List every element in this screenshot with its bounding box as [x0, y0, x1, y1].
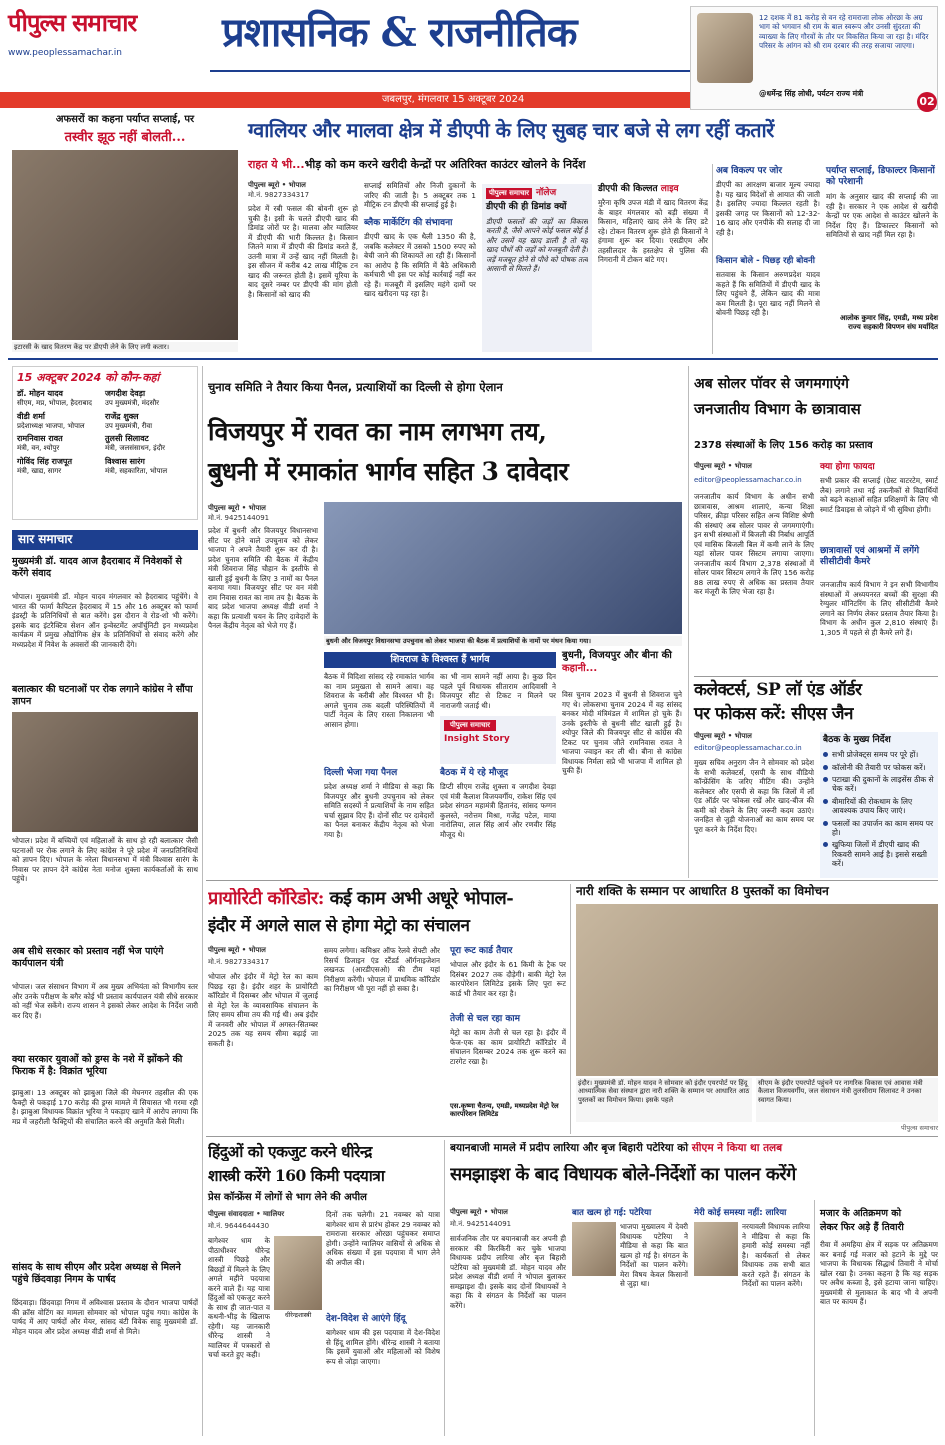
lead-col1: प्रदेश में रबी फसल की बोवनी शुरू हो चुकी है। इसी के चलते डीएपी खाद की डिमांड जोरों पर है। मालवा और ग्वालियर में डीएपी की भारी किल्लत है। किसान जितने मात्रा में डीएपी की डिमांड करते हैं, उतनी मात्रा में उन्हें खाद नहीं मिलती है। इस सीजन में करीब 42 लाख मीट्रिक टन खाद की जरूरत होती है। इसमें यूरिया के बाद दूसरे नम्बर पर डीएपी की मांग होती है। किसानों को खाद की: [248, 204, 358, 299]
lariya-kicker: [450, 1142, 938, 1155]
person-name: जगदीश देवड़ा: [105, 388, 146, 398]
sar-head-3: अब सीधे सरकार को प्रस्ताव नहीं भेज पाएंगे कार्यपालन यंत्री: [12, 946, 164, 969]
lariya-photo: [694, 1222, 738, 1276]
side3-head: पर्याप्त सप्लाई, डिफाल्टर किसानों को परेशानी: [826, 166, 935, 188]
sar-head-5: सांसद के साथ सीएम और प्रदेश अध्यक्ष से मिलने पहुंचे छिंदवाड़ा निगम के पार्षद: [12, 1262, 181, 1285]
metro-col2: समय लगेगा। कमिश्नर ऑफ रेलवे सेफ्टी और रिसर्च डिजाइन एंड स्टैंडर्ड ऑर्गनाइजेशन लखनऊ (आरडीएसओ) की टीम यहां निरीक्षण करेंगी। भोपाल में प्राथमिक कॉरिडोर का निरीक्षण भी पूरा नहीं हो सका है।: [324, 946, 440, 993]
person-role: उप मुख्यमंत्री, मंदसौर: [105, 398, 160, 407]
calendar-entry: [105, 434, 193, 453]
shortage-text: मुरैना कृषि उपज मंडी में खाद वितरण केंद्र के बाहर मंगलवार को बड़ी संख्या में किसान, महिलाएं खाद लेने के लिए डटे रहे। टोकन वितरण शुरू होते ही किसानों ने हंगामा शुरू कर दिया। एसडीएम और तहसीलदार के हस्तक्षेप से पुलिस की निगरानी में टोकन बांटे गए।: [598, 198, 708, 264]
shivraj-head: शिवराज के विश्वस्त हैं भार्गव: [324, 652, 556, 668]
vijaypur-headline-1: विजयपुर में रावत का नाम लगभग तय,: [208, 417, 547, 446]
knowledge-box: [482, 184, 592, 352]
shastri-mobile: मो.नं. 9644644430: [208, 1222, 270, 1230]
shastri-headline-1: हिंदुओं को एकजुट करने धीरेन्द्र: [208, 1142, 372, 1161]
dateline: जबलपुर, मंगलवार 15 अक्टूबर 2024: [382, 94, 525, 105]
books-headline: नारी शक्ति के सम्मान पर आधारित 8 पुस्तकों का विमोचन: [576, 884, 829, 898]
bullet-icon: [823, 777, 828, 782]
quote-box: [690, 6, 938, 110]
person-role: मंत्री, सहकारिता, भोपाल: [105, 467, 168, 475]
pateriya-photo: [572, 1222, 616, 1276]
bullet-icon: [823, 799, 828, 804]
point-text: सभी प्रोजेक्ट्स समय पर पूरे हों।: [832, 750, 919, 760]
person-role: प्रदेशाध्यक्ष भाजपा, भोपाल: [17, 421, 85, 430]
shortage-head-wrap: [598, 184, 708, 195]
metro-fast-text: मेट्रो का काम तेजी से चल रहा है। इंदौर में फेज-एक का काम प्रायोरिटी कॉरिडोर में संचालन दिसम्बर 2024 तक शुरू करने का टारगेट रखा है।: [450, 1028, 566, 1066]
column-divider: [444, 1140, 445, 1436]
person-role: मंत्री, वन, श्योपुर: [17, 444, 60, 453]
side2-text: सतवास के किसान अरुणप्रदेश यादव कहते हैं कि समितियों में डीएपी खाद के लिए पहुंचने हैं, लेकिन खाद की मात्रा कम मिलती है। पूरा खाद नहीं मिलने से बोवनी पिछड़ रही है।: [716, 270, 820, 317]
list-item: [823, 775, 935, 794]
person-name: राजेंद्र शुक्ल: [105, 411, 139, 421]
masthead-rule: [210, 70, 690, 72]
rule: [206, 1136, 938, 1137]
black-marketing-head: ब्लैक मार्केटिंग की संभावना: [364, 218, 453, 228]
lariya-q-head: मेरी कोई समस्या नहीं: लारिया: [694, 1208, 787, 1218]
metro-right-text: भोपाल और इंदौर के 61 किमी के ट्रैक पर दिसंबर 2027 तक दौड़ेगी। बाकी मेट्रो रेल कारपोरेशन लिमिटेड इसके लिए पूरा रूट कार्ड भी तैयार कर रहा है।: [450, 960, 566, 998]
lead-sub: भीड़ को कम करने खरीदी केन्द्रों पर अतिरिक्त काउंटर खोलने के निर्देश: [304, 158, 586, 171]
kahani-head: बुधनी, विजयपुर और बीना की: [562, 650, 672, 661]
solar-col1: जनजातीय कार्य विभाग के अधीन सभी छात्रावास, आश्रम शालाएं, कन्या शिक्षा परिसर, क्रीड़ा परिसर सहित अन्य विशिष्ट श्रेणी की संस्थाएं अब सोलर पावर से जगमगाएंगी। इन सभी संस्थाओं में बिजली की निर्बाध आपूर्ति एवं मासिक बिजली बिल में कमी लाने के लिए यहां सोलर पावर सिस्टम लगाया जाएगा। जनजातीय कार्य विभाग 2,378 संस्थाओं में सोलर पावर सिस्टम लगाने के लिए 156 करोड़ 88 लाख रुपए से अधिक का प्रस्ताव तैयार कर मंजूरी के लिए भेजा रहा है।: [694, 492, 814, 596]
vijaypur-col2: बैठक में विदिशा सांसद रहे रमाकांत भार्गव का नाम प्रमुखता से सामने आया। वह शिवराज के करीबी और विश्वस्त भी हैं। अगले चुनाव तक बदली परिस्थितियों में पार्टी नेतृत्व के लिए रास्ता निकालना भी आसान होगा।: [324, 672, 434, 729]
meeting-head: बैठक में ये रहे मौजूद: [440, 768, 509, 778]
delhi-head: दिल्ली भेजा गया पैनल: [324, 768, 398, 778]
person-role: मंत्री, खाद्य, सागर: [17, 467, 62, 475]
list-item: [823, 840, 935, 868]
pateriya-text: भाजपा मुख्यालय में देवरी विधायक पटेरिया ने मीडिया से कहा कि बात खत्म हो गई है। संगठन के निर्देशों का पालन करेंगे। मेरा विषय केवल किसानों से जुड़ा था।: [620, 1222, 688, 1288]
person-role: मंत्री, जलसंसाधन, इंदौर: [105, 444, 166, 453]
bullet-icon: [823, 752, 828, 757]
knowledge-text: डीएपी फसलों की जड़ों का विकास करती है, जैसे आपने कोई फसल बोई है और उसमें यह खाद डाली है तो यह खाद पौधों की जड़ों को मजबूती देती है। जड़ें मजबूत होने से पौधे को पोषक तत्व आसानी से मिलते हैं।: [486, 216, 588, 273]
metro-headline-2: इंदौर में अगले साल से होगा मेट्रो का संचालन: [208, 916, 470, 936]
person-role: सीएम, मप्र, भोपाल, हैदराबाद: [17, 398, 93, 407]
calendar-title: 15 अक्टूबर 2024 को कौन-कहां: [17, 371, 160, 384]
shastri-sub: प्रेस कॉन्फ्रेंस में लोगों से भाग लेने की अपील: [208, 1192, 367, 1203]
sar-text-3: भोपाल। जल संसाधन विभाग में अब मुख्य अभियंता को विभागीय स्तर और उनके परीक्षण के बगैर कोई भी प्रस्ताव कार्यपालन यंत्री सीधे सरकार को नहीं भेज सकेंगे। राज्य शासन ने इसको लेकर आदेश के निर्देश जारी कर दिए हैं।: [12, 982, 198, 1020]
lead-headline: ग्वालियर और मालवा क्षेत्र में डीएपी के लिए सुबह चार बजे से लग रहीं कतारें: [248, 118, 774, 142]
calendar-entry: [105, 457, 193, 476]
vijaypur-byline: पीपुल्स ब्यूरो • भोपाल: [208, 504, 266, 512]
metro-kicker: प्रायोरिटी कॉरिडोर:: [208, 888, 324, 909]
person-name: तुलसी सिलावट: [105, 434, 149, 444]
lead-kicker: अफसरों का कहना पर्याप्त सप्लाई, पर: [55, 114, 195, 125]
pateriya-head: बात खत्म हो गई: पटेरिया: [572, 1208, 652, 1218]
column-divider: [688, 366, 689, 878]
knowledge-brand: पीपुल्स समाचार: [486, 188, 532, 199]
calendar-box: [12, 366, 198, 520]
solar-byline: पीपुल्स ब्यूरो • भोपाल: [694, 462, 752, 470]
sar-title: सार समाचार: [12, 530, 198, 550]
vijaypur-col1-top: प्रदेश में बुधनी और विजयपुर विधानसभा सीट पर होने वाले उपचुनाव को लेकर भाजपा ने अपने तैयारी शुरू कर दी है। प्रदेश चुनाव समिति की बैठक में केंद्रीय मंत्री शिवराज सिंह चौहान के इस्तीफे से खाली हुई बुधनी के लिए 3 नामों का पैनल बनाया गया। विजयपुर सीट पर वन मंत्री राम निवास रावत का नाम तय है। बैठक के बाद प्रदेश भाजपा अध्यक्ष वीडी शर्मा ने कहा कि प्रत्याशी चयन के लिए दावेदारों के पैनल केंद्रीय नेतृत्व को भेजे गए हैं।: [208, 526, 318, 630]
quote-author: @धर्मेन्द्र सिंह लोधी, पर्यटन राज्य मंत्री: [759, 89, 864, 98]
bullet-icon: [823, 765, 828, 770]
point-text: खुफिया जिलों में डीएपी खाद की रिकवरी सामने आई है। इससे सख्ती करें।: [832, 840, 928, 868]
kahani-text: विस चुनाव 2023 में बुधनी से शिवराज चुने गए थे। लोकसभा चुनाव 2024 में वह सांसद बनकर मोदी मंत्रिमंडल में शामिल हो चुके हैं। उनके इस्तीफे से बुधनी सीट खाली हुई है। श्योपुर जिले की विजयपुर सीट से कांग्रेस की टिकट पर चुनाव जीते रामनिवास रावत ने भाजपा ज्वाइन कर ली थी। बीना से कांग्रेस विधायक निर्मला सप्रे भी भाजपा में शामिल हो चुकी हैं।: [562, 690, 682, 775]
solar-benefit-head: क्या होगा फायदा: [820, 462, 875, 472]
solar-sub: 2378 संस्थाओं के लिए 156 करोड़ का प्रस्ताव: [694, 440, 873, 451]
lariya-headline: समझाइश के बाद विधायक बोले-निर्देशों का पालन करेंगे: [450, 1164, 796, 1185]
vijaypur-headline-2: बुधनी में रमाकांत भार्गव सहित 3 दावेदार: [208, 457, 569, 486]
shortage-live: लाइव: [660, 184, 679, 194]
divider: [712, 164, 713, 354]
section-rule: [8, 358, 938, 360]
lariya-mobile: मो.नं. 9425144091: [450, 1220, 512, 1228]
side2-head: किसान बोले - पिछड़ रही बोवनी: [716, 256, 815, 266]
solar-benefit-text: सभी प्रकार की सप्लाई (ग्रेस्ट वाटरटेम, स्मार्ट लैब) लगाने तथा नई तकनीकों से विद्यार्थियों को बढ़ने कक्षाओं सहित प्रशिक्षणों के लिए भी स्मार्ट डिवाइस से जोड़ने में भी सुविधा होगी।: [820, 476, 938, 514]
minister-photo: [697, 13, 753, 83]
vijaypur-kicker: चुनाव समिति ने तैयार किया पैनल, प्रत्याशियों का दिल्ली से होगा ऐलान: [208, 380, 503, 394]
bjp-meeting-photo: [324, 502, 682, 634]
metro-headline-1: कई काम अभी अधूरे भोपाल-: [329, 888, 514, 909]
column-divider: [814, 1200, 815, 1436]
collector-box-head: बैठक के मुख्य निर्देश: [823, 735, 891, 745]
cctv-text: जनजातीय कार्य विभाग ने इन सभी विभागीय संस्थाओं में अध्ययनरत बच्चों की सुरक्षा की रेग्युलर मॉनिटरिंग के लिए सीसीटीवी कैमरे लगाने का निर्णय लेकर प्रस्ताव तैयार किया है। विभाग के अधीन कुल 2,810 संस्थाएं हैं। 1,305 में पहले से ही कैमरे लगे हैं।: [820, 580, 938, 637]
list-item: [823, 750, 935, 759]
list-item: [823, 763, 935, 772]
lariya-kicker-red: सीएम ने किया था तलब: [691, 1142, 783, 1154]
metro-right-head: पूरा रूट कार्ड तैयार: [450, 946, 513, 956]
insight-label: Insight Story: [444, 733, 510, 744]
side1-text: डीएपी का आरक्षण बाजार मूल्य ज्यादा है। यह खाद विदेशों से आयात की जाती है। इसलिए ज्यादा किल्लत रहती है। इसकी जगह पर किसानों को 12-32-16 खाद और एनपीके की सलाह दी जा रही है।: [716, 180, 820, 237]
shastri-col1: बागेश्वर धाम के पीठाधीश्वर धीरेन्द्र शास्त्री पिछड़े और बिछड़ों में मिलने के लिए अगले महीने पदयात्रा करने वाले हैं। यह यात्रा हिंदुओं को एकजुट करने के साथ ही जात-पात व कथनी-भीड़ के खिलाफ रहेगी। यह जानकारी धीरेन्द्र शास्त्री ने ग्वालियर में पत्रकारों से चर्चा करते हुए कही।: [208, 1236, 270, 1359]
kahani-head-wrap: [562, 650, 682, 675]
metro-byline: पीपुल्स ब्यूरो • भोपाल: [208, 946, 266, 954]
collector-text: मुख्य सचिव अनुराग जैन ने सोमवार को प्रदेश के सभी कलेक्टर्स, एसपी के साथ वीडियो कॉन्फ्रेंसिंग के जरिए मीटिंग की। उन्होंने कलेक्टर और एसपी से कहा कि जिलों में लॉ एंड ऑर्डर पर फोकस रखें और खाद-बीज की कमी को रोकने के लिए जरूरी कदम उठाएं। जनहित से जुड़ी योजनाओं का काम समय पर पूरा करने के निर्देश दिए।: [694, 758, 814, 834]
collector-email[interactable]: editor@peoplessamachar.co.in: [694, 744, 802, 752]
point-text: पटाखा की दुकानों के लाइसेंस ठीक से चेक करें।: [832, 775, 934, 794]
section-title: प्रशासनिक & राजनीतिक: [222, 9, 577, 56]
lead-mobile: मो.नं. 9827334317: [248, 191, 310, 199]
collector-headline-1: कलेक्टर्स, SP लॉ एंड ऑर्डर: [694, 680, 862, 700]
queue-photo-caption: इटारसी के खाद वितरण केंद्र पर डीएपी लेने के लिए लगी कतार।: [12, 342, 238, 352]
knowledge-head: डीएपी की ही डिमांड क्यों: [486, 202, 567, 213]
solar-email[interactable]: editor@peoplessamachar.co.in: [694, 476, 802, 484]
sar-text-5: छिंदवाड़ा। छिंदवाड़ा निगम में अविश्वास प्रस्ताव के दौरान भाजपा पार्षदों की क्रॉस वोटिंग का मामला सोमवार को भोपाल पहुंच गया। कांग्रेस के पार्षद में आए पार्षदों और मेयर, सांसद बंटी विवेक साहू मुख्यमंत्री डॉ. मोहन यादव और प्रदेश अध्यक्ष वीडी शर्मा से मिले।: [12, 1298, 198, 1336]
mazaar-head-1: मजार के अतिक्रमण को: [820, 1208, 902, 1219]
kahani-red: कहानी...: [562, 662, 598, 674]
protest-photo: [12, 712, 198, 832]
metro-col1: भोपाल और इंदौर में मेट्रो रेल का काम पिछड़ रहा है। इंदौर शहर के प्रायोरिटी कॉरिडोर में दिसम्बर और भोपाल में जुलाई से मेट्रो रेल के व्यावसायिक संचालन के लिए समय सीमा तय की गई थी। अब इंदौर में जनवरी और भोपाल में अगस्त-सितम्बर 2025 तक यह समय सीमा बढ़ाई जा सकती है।: [208, 972, 318, 1048]
shastri-photo: [274, 1236, 322, 1310]
sar-text-4: झाबुआ। 13 अक्टूबर को झाबुआ जिले की मेघनगर तहसील की एक फैक्ट्री से पकड़ाई 170 करोड़ की ड्रग्स मामले में सियासत भी गरमा रही है। झाबुआ विधायक विक्रांत भूरिया ने पकड़ाए खाने में आरोप लगाया कि मप्र में जहरीली फैक्ट्रियों की संचालित करने की अनुमति कैसे मिली।: [12, 1088, 198, 1126]
list-item: [823, 797, 935, 816]
sar-text-2: भोपाल। प्रदेश में बच्चियों एवं महिलाओं के साथ हो रही बलात्कार जैसी घटनाओं पर रोक लगाने के लिए कांग्रेस ने पूरे प्रदेश में जनप्रतिनिधियों को ज्ञापन दिए। भोपाल के नरेला विधानसभा में मंत्री विश्वास सारंग के निवास पर ज्ञापन देने कांग्रेस नेता मनोज शुक्ला कार्यकर्ताओं के साथ पहुंचे।: [12, 836, 198, 883]
calendar-entry: [17, 389, 105, 408]
metro-headline-1-wrap: [208, 888, 588, 911]
list-item: [823, 819, 935, 838]
rule: [206, 880, 938, 881]
masthead-logo[interactable]: [8, 8, 208, 64]
solar-kicker: अब सोलर पॉवर से जगमगाएंगे: [694, 376, 849, 392]
lariya-byline: पीपुल्स ब्यूरो • भोपाल: [450, 1208, 508, 1216]
knowledge-header: [486, 188, 588, 199]
lead-byline: पीपुल्स ब्यूरो • भोपाल: [248, 181, 306, 189]
person-name: डॉ. मोहन यादव: [17, 388, 63, 398]
rule: [694, 676, 938, 677]
side3-author: आलोक कुमार सिंह, एमडी, मध्य प्रदेश राज्य सहकारी विपणन संघ मर्यादित: [839, 314, 938, 331]
solar-headline: जनजातीय विभाग के छात्रावास: [694, 400, 861, 418]
person-role: उप मुख्यमंत्री, रीवा: [105, 421, 153, 430]
lead-sub-red: राहत ये भी...: [248, 158, 305, 171]
lariya-kicker-text: बयानबाजी मामले में प्रदीप लारिया और बृज बिहारी पटेरिया को: [450, 1142, 689, 1154]
calendar-entry: [105, 389, 193, 408]
vijaypur-col2b: प्रदेश अध्यक्ष शर्मा ने मीडिया से कहा कि विजयपुर और बुधनी उपचुनाव को लेकर समिति सदस्यों ने प्रत्याशियों के नाम सहित चर्चा सुझाव दिए हैं। दोनों सीट पर दावेदारों का पैनल बनाकर केंद्रीय नेतृत्व को भेजा गया है।: [324, 782, 434, 839]
side1-head: अब विकल्प पर जोर: [716, 166, 783, 176]
insight-brand: पीपुल्स समाचार: [444, 720, 496, 731]
shortage-head: डीएपी की किल्लत: [598, 184, 658, 194]
shastri-abroad-head: देश-विदेश से आएंगे हिंदू: [326, 1314, 406, 1324]
side3-text: मांग के अनुसार खाद की सप्लाई की जा रही है। सरकार ने एक आदेश से खरीदी केन्द्रों पर एक आदेश से काउंटर खोलने के निर्देश दिए हैं। डिफाल्टर किसानों को समितियों से खाद नहीं मिल रहा है।: [826, 192, 938, 239]
calendar-entry: [17, 434, 105, 453]
bjp-meeting-caption: बुधनी और विजयपुर विधानसभा उपचुनाव को लेकर भाजपा की बैठक में प्रत्याशियों के नामों पर मंथन किया गया।: [324, 636, 682, 646]
person-name: विश्वास सारंग: [105, 457, 145, 466]
bullet-icon: [823, 842, 828, 847]
books-caption-1: इंदौर। मुख्यमंत्री डॉ. मोहन यादव ने सोमवार को इंदौर एयरपोर्ट पर हिंदू आध्यात्मिक सेवा संस्थान द्वारा नारी शक्ति के सम्मान पर आधारित आठ पुस्तकों का विमोचन किया। इसके पहले: [576, 1078, 752, 1122]
vijaypur-col3b: डिप्टी सीएम राजेंद्र शुक्ला व जगदीश देवड़ा एवं मंत्री कैलाश विजयवर्गीय, राकेश सिंह एवं प्रदेश संगठन महामंत्री हितानंद, सांसद फग्गन कुलस्ते, नरोत्तम मिश्रा, गजेंद्र पटेल, माया नारोलिया, लाल सिंह आर्य और रणवीर सिंह मौजूद थे।: [440, 782, 556, 839]
books-caption-2: सीएम के इंदौर एयरपोर्ट पहुंचने पर नागरिक विकास एवं आवास मंत्री कैलाश विजयवर्गीय, जल संसाधन मंत्री तुलसीराम सिलावट ने उनका स्वागत किया।: [756, 1078, 938, 1122]
insight-box: [440, 716, 556, 764]
queue-photo: [12, 150, 238, 340]
mazaar-head-2: लेकर फिर अड़े हैं तिवारी: [820, 1222, 904, 1233]
metro-mobile: मो.नं. 9827334317: [208, 958, 270, 966]
lead-col2b: डीएपी खाद के एक थैली 1350 की है, जबकि कलेक्टर में उसको 1500 रुपए को बेची जाने की शिकायतें आ रही हैं। किसानों का आरोप है कि समिति में बैठे अधिकारी कर्मचारी भी इस पर कोई कार्रवाई नहीं कर रहे हैं। मजबूरी में इसलिए महंगे दामों पर खाद खरीदना पड़ रहा है।: [364, 232, 476, 298]
shastri-byline: पीपुल्स संवाददाता • ग्वालियर: [208, 1210, 285, 1218]
lead-col2: सप्लाई समितियों और निजी दुकानों के जरिए की जाती है। 5 अक्टूबर तक 1 मीट्रिक टन डीएपी की सप्लाई हुई है।: [364, 181, 476, 209]
shastri-headline-2: शास्त्री करेंगे 160 किमी पदयात्रा: [208, 1166, 385, 1185]
page-number: 02: [917, 92, 937, 112]
bullet-icon: [823, 821, 828, 826]
shastri-col2b: बागेश्वर धाम की इस पदयात्रा में देश-विदेश से हिंदू शामिल होंगे। धीरेन्द्र शास्त्री ने बताया कि इसमें युवाओं और महिलाओं को विशेष रूप से जोड़ा जाएगा।: [326, 1328, 440, 1366]
sar-head-2: बलात्कार की घटनाओं पर रोक लगाने कांग्रेस ने सौंपा ज्ञापन: [12, 684, 193, 707]
vijaypur-col3: का भी नाम सामने नहीं आया है। कुछ दिन पहले पूर्व विधायक सीताराम आदिवासी ने विजयपुर सीट से टिकट न मिलने पर नाराजगी जताई थी।: [440, 672, 556, 710]
sar-head-4: क्या सरकार युवाओं को ड्रग्स के नशे में झोंकने की फिराक में है: विक्रांत भूरिया: [12, 1054, 183, 1077]
point-text: कॉलोनी की तैयारी पर फोकस करें।: [832, 762, 926, 772]
metro-fast-author: एस.कृष्णा चैतन्य, एमडी, मध्यप्रदेश मेट्रो रेल कारपोरेशन लिमिटेड: [450, 1102, 559, 1119]
knowledge-tag: नॉलेज: [536, 188, 557, 198]
vijaypur-col1-bottom: [208, 668, 318, 868]
lariya-q-text: नरयावली विधायक लारिया ने मीडिया से कहा कि हमारी कोई समस्या नहीं है। कार्यकर्ता से लेकर विधायक तक सभी बात करते रहते हैं। संगठन के निर्देशों का पालन करेंगे।: [742, 1222, 810, 1288]
person-name: गोविंद सिंह राजपूत: [17, 457, 73, 466]
quote-text: 12 दशक में 81 करोड़ से वन रहे रामराजा लोक ओरछा के अग्र भाग को भगवान श्री राम के बाल स्वरूप और उनसी सुंदरता की व्याख्या के लिए गौरवों के तौर पर विकसित किया जा रहा है। मंदिर परिसर के आंगन को श्री राम दरबार की तरह सजाया जाएगा।: [759, 13, 929, 51]
sar-head-1: मुख्यमंत्री डॉ. यादव आज हैदराबाद में निवेशकों से करेंगे संवाद: [12, 556, 182, 579]
calendar-entry: [105, 412, 193, 431]
logo-text: पीपुल्स समाचार: [8, 8, 137, 37]
column-divider: [570, 884, 571, 1134]
person-name: रामनिवास रावत: [17, 434, 63, 444]
person-name: वीडी शर्मा: [17, 411, 45, 421]
calendar-entry: [17, 412, 105, 431]
date-bar: [0, 92, 690, 108]
lariya-col1: सार्वजनिक तौर पर बयानबाजी कर अपनी ही सरकार की किरकिरी कर चुके भाजपा विधायक प्रदीप लारिया और बृज बिहारी पटेरिया को मुख्यमंत्री डॉ. मोहन यादव और प्रदेश अध्यक्ष वीडी शर्मा ने भोपाल बुलाकर समझाइश दी। इसके बाद दोनों विधायकों ने कहा कि वे संगठन के निर्देशों का पालन करेंगे।: [450, 1234, 566, 1310]
collector-headline-2: पर फोकस करें: सीएस जैन: [694, 704, 853, 724]
site-url[interactable]: www.peoplessamachar.in: [8, 48, 122, 58]
shastri-col2: दिनों तक चलेगी। 21 नवम्बर को यात्रा बागेश्वर धाम से प्रारंभ होकर 29 नवम्बर को रामराजा सरकार ओरछा पहुंचकर समाप्त होगी। उन्होंने ग्वालियर वासियों से अधिक से अधिक संख्या में इस पदयात्रा में भाग लेने की अपील की।: [326, 1210, 440, 1267]
sar-text-1: भोपाल। मुख्यमंत्री डॉ. मोहन यादव मंगलवार को हैदराबाद पहुंचेंगे। वे भारत की फार्मा कैपिटल हैदराबाद में 15 और 16 अक्टूबर को फार्मा इंडस्ट्री के प्रतिनिधियों से बात करेंगे। इस दौरान वे रोड-शो भी करेंगे। इसके बाद इंटरैक्टिव सेशन ऑन इन्वेस्टमेंट अपॉर्चुनिटी इन मध्यप्रदेश कार्यक्रम में प्रमुख औद्योगिक क्षेत्र के प्रतिनिधियों से संवाद करेंगे और मध्यप्रदेश में निवेश के अवसरों की जानकारी देंगे।: [12, 592, 198, 649]
collector-byline: पीपुल्स ब्यूरो • भोपाल: [694, 732, 752, 740]
calendar-entry: [17, 457, 105, 476]
column-divider: [202, 366, 203, 1436]
mazaar-text: रीवा में अमहिया क्षेत्र में सड़क पर अतिक्रमण कर बनाई गई मजार को हटाने के मुद्दे पर भाजपा के विधायक सिद्धार्थ तिवारी ने मोर्चा खोल रखा है। उनका कहना है कि यह सड़क पर अवैध कब्जा है, इसे हटाया जाना चाहिए। मुख्यमंत्री से मुलाकात के बाद भी वे अपनी बात पर कायम हैं।: [820, 1240, 938, 1306]
point-text: बीमारियों की रोकथाम के लिए आवश्यक उपाय किए जाएं।: [832, 796, 913, 816]
vijaypur-mobile: मो.नं. 9425144091: [208, 514, 270, 522]
point-text: फसलों का उपार्जन का काम समय पर हो।: [832, 818, 934, 837]
shastri-photo-caption: धीरेन्द्रशास्त्री: [284, 1312, 312, 1319]
collector-box: [820, 732, 938, 878]
cctv-head: छात्रावासों एवं आश्रमों में लगेंगे सीसीटीवी कैमरे: [820, 546, 920, 568]
metro-fast-head: तेजी से चल रहा काम: [450, 1014, 520, 1024]
books-launch-photo: [576, 904, 938, 1076]
lead-kicker-red: तस्वीर झूठ नहीं बोलती...: [64, 130, 186, 145]
photo-credit: पीपुल्स समाचार: [901, 1124, 938, 1132]
